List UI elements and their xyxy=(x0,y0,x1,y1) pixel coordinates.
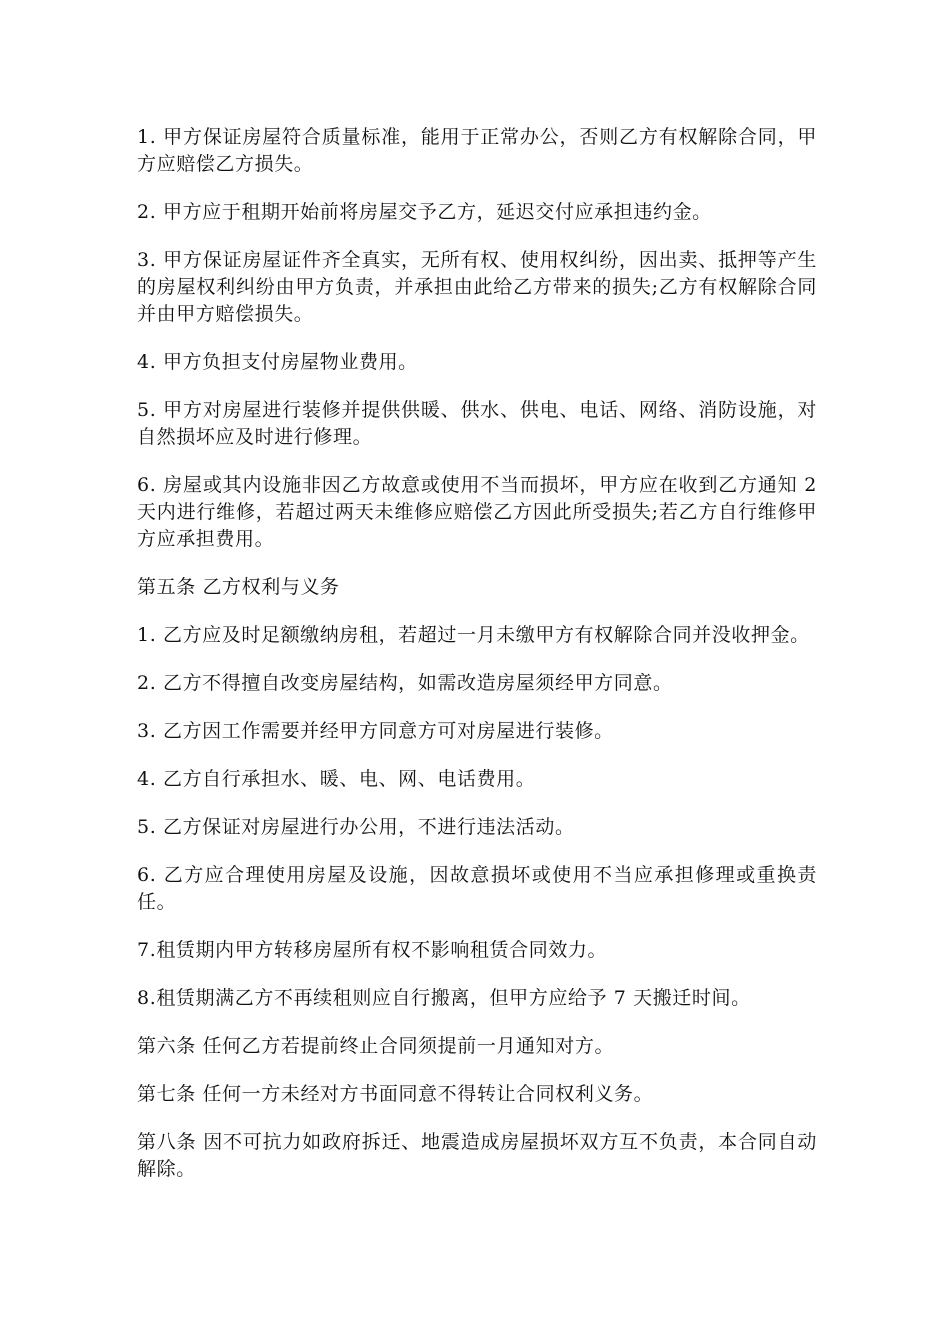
article-6: 第六条 任何乙方若提前终止合同须提前一月通知对方。 xyxy=(137,1035,615,1057)
clause-landlord-3: 3. 甲方保证房屋证件齐全真实，无所有权、使用权纠纷，因出卖、抵押等产生的房屋权利纠纷由甲方负责，并承担由此给乙方带来的损失;乙方有权解除合同并由甲方赔偿损失。 xyxy=(137,249,817,325)
clause-landlord-6: 6. 房屋或其内设施非因乙方故意或使用不当而损坏，甲方应在收到乙方通知 2 天内进行维修，若超过两天未维修应赔偿乙方因此所受损失;若乙方自行维修甲方应承担费用。 xyxy=(137,474,817,550)
article-5-heading: 第五条 乙方权利与义务 xyxy=(137,576,340,598)
clause-tenant-1: 1. 乙方应及时足额缴纳房租，若超过一月未缴甲方有权解除合同并没收押金。 xyxy=(137,624,810,646)
clause-tenant-2: 2. 乙方不得擅自改变房屋结构，如需改造房屋须经甲方同意。 xyxy=(137,672,673,694)
clause-landlord-1: 1. 甲方保证房屋符合质量标准，能用于正常办公，否则乙方有权解除合同，甲方应赔偿乙方损失。 xyxy=(137,126,817,175)
clause-tenant-6: 6. 乙方应合理使用房屋及设施，因故意损坏或使用不当应承担修理或重换责任。 xyxy=(137,864,817,913)
clause-tenant-5: 5. 乙方保证对房屋进行办公用，不进行违法活动。 xyxy=(137,816,575,838)
article-8: 第八条 因不可抗力如政府拆迁、地震造成房屋损坏双方互不负责，本合同自动解除。 xyxy=(137,1131,817,1180)
clause-landlord-4: 4. 甲方负担支付房屋物业费用。 xyxy=(137,351,418,373)
clause-tenant-4: 4. 乙方自行承担水、暖、电、网、电话费用。 xyxy=(137,768,536,790)
document-body xyxy=(137,124,817,1204)
clause-tenant-3: 3. 乙方因工作需要并经甲方同意方可对房屋进行装修。 xyxy=(137,720,614,742)
clause-landlord-5: 5. 甲方对房屋进行装修并提供供暖、供水、供电、电话、网络、消防设施，对自然损坏应及时进行修理。 xyxy=(137,399,817,448)
clause-tenant-7: 7.租赁期内甲方转移房屋所有权不影响租赁合同效力。 xyxy=(137,939,608,961)
clause-tenant-8: 8.租赁期满乙方不再续租则应自行搬离，但甲方应给予 7 天搬迁时间。 xyxy=(137,987,751,1009)
article-7: 第七条 任何一方未经对方书面同意不得转让合同权利义务。 xyxy=(137,1083,654,1105)
clause-landlord-2: 2. 甲方应于租期开始前将房屋交予乙方，延迟交付应承担违约金。 xyxy=(137,201,712,223)
